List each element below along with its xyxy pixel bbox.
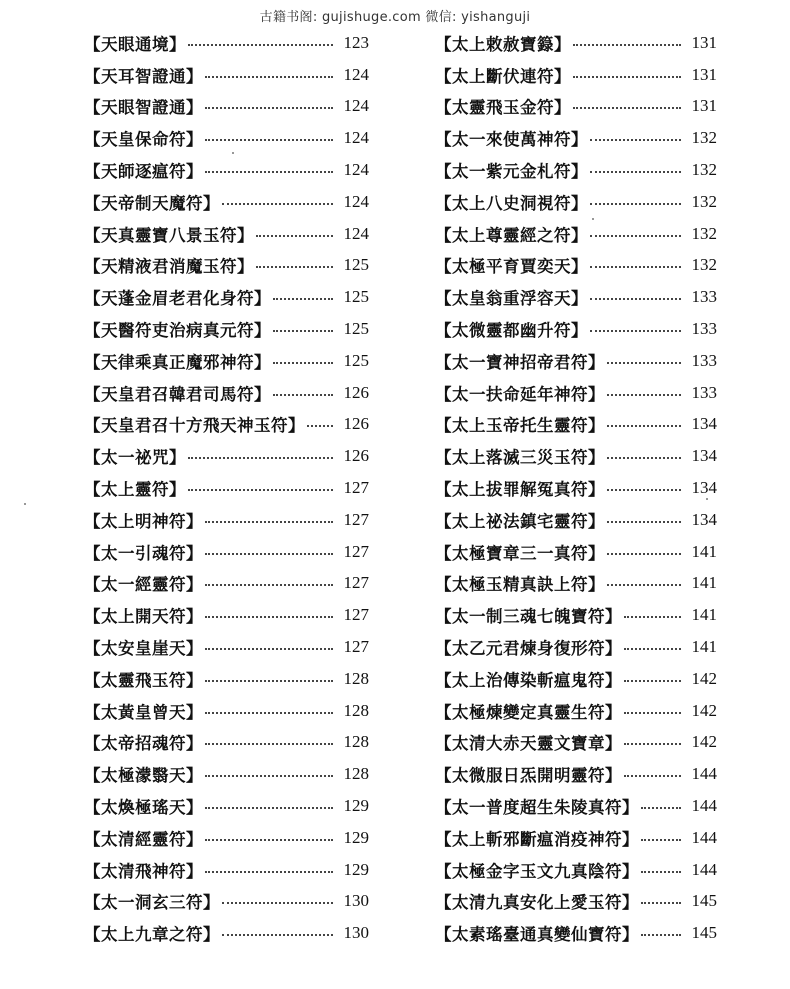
toc-entry-title: 【天精液君消魔玉符】 — [84, 257, 254, 277]
toc-entry — [435, 313, 717, 345]
toc-entry — [435, 504, 717, 536]
dot-leader — [273, 298, 333, 300]
toc-entry-title: 【太上開天符】 — [84, 607, 203, 627]
toc-entry-page-number: 130 — [343, 923, 369, 943]
toc-entry-page-number: 142 — [691, 700, 717, 720]
toc-entry-page-number: 130 — [343, 891, 369, 911]
dot-leader — [205, 76, 333, 78]
toc-entry — [84, 281, 369, 313]
dot-leader — [641, 902, 681, 904]
toc-entry-title: 【太素瑤臺通真變仙寶符】 — [435, 925, 639, 945]
toc-entry-page-number: 124 — [343, 96, 369, 116]
dot-leader — [624, 775, 681, 777]
toc-entry — [84, 186, 369, 218]
toc-entry-page-number: 132 — [691, 255, 717, 275]
toc-entry-page-number: 128 — [343, 700, 369, 720]
toc-entry-title: 【太極平育賈奕天】 — [435, 257, 588, 277]
toc-entry — [84, 504, 369, 536]
toc-entry-title: 【天皇君召十方飛天神玉符】 — [84, 416, 305, 436]
toc-entry-title: 【太一洞玄三符】 — [84, 893, 220, 913]
dot-leader — [205, 743, 333, 745]
toc-entry-title: 【太靈飛玉符】 — [84, 670, 203, 690]
dot-leader — [188, 489, 333, 491]
toc-column-right — [435, 27, 717, 949]
dot-leader — [205, 139, 333, 141]
dot-leader — [256, 235, 333, 237]
toc-entry-page-number: 128 — [343, 732, 369, 752]
toc-entry — [435, 91, 717, 123]
toc-entry-title: 【太一來使萬神符】 — [435, 130, 588, 150]
dot-leader — [641, 934, 681, 936]
toc-entry-page-number: 126 — [343, 382, 369, 402]
toc-entry — [84, 568, 369, 600]
dot-leader — [624, 616, 681, 618]
toc-entry-page-number: 133 — [691, 350, 717, 370]
toc-entry — [84, 663, 369, 695]
toc-entry-page-number: 141 — [691, 573, 717, 593]
toc-entry-page-number: 142 — [691, 732, 717, 752]
dot-leader — [205, 553, 333, 555]
dot-leader — [607, 394, 681, 396]
toc-entry — [435, 218, 717, 250]
scan-speck — [24, 503, 26, 505]
toc-entry — [435, 186, 717, 218]
toc-entry — [435, 631, 717, 663]
toc-entry — [435, 886, 717, 918]
toc-entry — [435, 727, 717, 759]
toc-entry — [84, 91, 369, 123]
toc-entry-page-number: 133 — [691, 382, 717, 402]
dot-leader — [590, 298, 681, 300]
toc-entry — [435, 790, 717, 822]
toc-entry-title: 【太靈飛玉金符】 — [435, 98, 571, 118]
toc-entry-page-number: 134 — [691, 509, 717, 529]
watermark-text: 古籍书阁: gujishuge.com 微信: yishanguji — [259, 10, 531, 25]
toc-entry-title: 【天皇保命符】 — [84, 130, 203, 150]
toc-entry-page-number: 132 — [691, 160, 717, 180]
toc-entry-title: 【太上明神符】 — [84, 511, 203, 531]
toc-entry — [84, 790, 369, 822]
toc-entry-page-number: 125 — [343, 319, 369, 339]
dot-leader — [222, 203, 333, 205]
scan-speck — [706, 498, 708, 500]
dot-leader — [205, 807, 333, 809]
toc-entry-title: 【天真靈寶八景玉符】 — [84, 225, 254, 245]
toc-entry-title: 【太乙元君煉身復形符】 — [435, 639, 622, 659]
dot-leader — [205, 871, 333, 873]
toc-entry — [84, 313, 369, 345]
toc-entry — [435, 281, 717, 313]
toc-entry-title: 【太極玉精真訣上符】 — [435, 575, 605, 595]
toc-entry-title: 【太黃皇曾天】 — [84, 702, 203, 722]
toc-entry — [435, 59, 717, 91]
toc-entry — [84, 472, 369, 504]
toc-entry — [84, 822, 369, 854]
toc-entry-title: 【太上玉帝托生靈符】 — [435, 416, 605, 436]
toc-entry — [84, 27, 369, 59]
toc-entry-page-number: 134 — [691, 446, 717, 466]
toc-entry — [435, 917, 717, 949]
toc-entry-page-number: 132 — [691, 191, 717, 211]
toc-entry-title: 【太安皇崖天】 — [84, 639, 203, 659]
toc-entry — [435, 758, 717, 790]
toc-entry-title: 【太皇翁重浮容天】 — [435, 289, 588, 309]
toc-entry-title: 【天師逐瘟符】 — [84, 162, 203, 182]
dot-leader — [573, 76, 681, 78]
dot-leader — [205, 584, 333, 586]
dot-leader — [573, 44, 681, 46]
toc-entry-title: 【天眼智證通】 — [84, 98, 203, 118]
toc-entry — [435, 345, 717, 377]
toc-entry-page-number: 145 — [691, 923, 717, 943]
toc-entry-page-number: 142 — [691, 668, 717, 688]
toc-entry — [435, 472, 717, 504]
toc-entry-title: 【太極煉變定真靈生符】 — [435, 702, 622, 722]
toc-entry — [435, 695, 717, 727]
dot-leader — [273, 362, 333, 364]
toc-entry-page-number: 127 — [343, 509, 369, 529]
dot-leader — [624, 743, 681, 745]
toc-entry-title: 【太一引魂符】 — [84, 543, 203, 563]
toc-entry-page-number: 131 — [691, 96, 717, 116]
dot-leader — [205, 712, 333, 714]
toc-entry-title: 【太帝招魂符】 — [84, 734, 203, 754]
toc-entry — [84, 599, 369, 631]
toc-entry-page-number: 125 — [343, 287, 369, 307]
toc-entry-page-number: 144 — [691, 859, 717, 879]
toc-entry-title: 【太一扶命延年神符】 — [435, 384, 605, 404]
toc-entry-page-number: 124 — [343, 64, 369, 84]
dot-leader — [607, 489, 681, 491]
toc-entry — [84, 727, 369, 759]
dot-leader — [205, 680, 333, 682]
dot-leader — [573, 107, 681, 109]
toc-entry — [435, 27, 717, 59]
dot-leader — [222, 902, 333, 904]
toc-entry-page-number: 141 — [691, 541, 717, 561]
toc-entry-page-number: 127 — [343, 605, 369, 625]
toc-entry-page-number: 141 — [691, 605, 717, 625]
toc-entry — [435, 154, 717, 186]
toc-entry — [84, 218, 369, 250]
dot-leader — [607, 553, 681, 555]
toc-entry-title: 【太一制三魂七魄寶符】 — [435, 607, 622, 627]
toc-entry-page-number: 133 — [691, 287, 717, 307]
dot-leader — [607, 362, 681, 364]
toc-entry-page-number: 129 — [343, 827, 369, 847]
dot-leader — [607, 584, 681, 586]
dot-leader — [222, 934, 333, 936]
toc-entry-page-number: 126 — [343, 414, 369, 434]
toc-entry-title: 【太極寶章三一真符】 — [435, 543, 605, 563]
dot-leader — [590, 266, 681, 268]
toc-entry — [435, 122, 717, 154]
toc-entry-title: 【太上斷伏連符】 — [435, 66, 571, 86]
toc-entry-title: 【太上尊靈經之符】 — [435, 225, 588, 245]
toc-entry-title: 【太極濛翳天】 — [84, 766, 203, 786]
toc-entry — [84, 122, 369, 154]
toc-column-left — [84, 27, 369, 949]
dot-leader — [641, 807, 681, 809]
dot-leader — [307, 425, 333, 427]
toc-entry — [435, 536, 717, 568]
toc-entry-title: 【太煥極瑤天】 — [84, 798, 203, 818]
toc-entry-title: 【太上敕赦寶籙】 — [435, 34, 571, 54]
toc-entry-title: 【太微服日炁開明靈符】 — [435, 766, 622, 786]
toc-entry-title: 【天眼通境】 — [84, 34, 186, 54]
dot-leader — [641, 839, 681, 841]
toc-entry — [84, 345, 369, 377]
toc-entry-page-number: 123 — [343, 32, 369, 52]
dot-leader — [590, 203, 681, 205]
toc-entry — [84, 59, 369, 91]
toc-entry-title: 【天帝制天魔符】 — [84, 193, 220, 213]
toc-entry-page-number: 145 — [691, 891, 717, 911]
toc-entry-page-number: 126 — [343, 446, 369, 466]
scan-speck — [232, 152, 234, 154]
dot-leader — [641, 871, 681, 873]
toc-entry-page-number: 125 — [343, 255, 369, 275]
dot-leader — [624, 648, 681, 650]
toc-entry-page-number: 127 — [343, 573, 369, 593]
toc-entry-page-number: 127 — [343, 478, 369, 498]
toc-entry-title: 【太一祕咒】 — [84, 448, 186, 468]
toc-entry — [84, 695, 369, 727]
dot-leader — [607, 425, 681, 427]
toc-entry-page-number: 134 — [691, 414, 717, 434]
toc-entry — [84, 377, 369, 409]
dot-leader — [590, 171, 681, 173]
dot-leader — [205, 775, 333, 777]
dot-leader — [590, 139, 681, 141]
toc-entry-title: 【太清九真安化上愛玉符】 — [435, 893, 639, 913]
dot-leader — [256, 266, 333, 268]
toc-entry — [435, 599, 717, 631]
toc-entry-page-number: 131 — [691, 64, 717, 84]
dot-leader — [188, 44, 333, 46]
toc-entry — [435, 250, 717, 282]
toc-entry-title: 【天醫符吏治病真元符】 — [84, 321, 271, 341]
toc-entry-page-number: 124 — [343, 223, 369, 243]
dot-leader — [205, 616, 333, 618]
toc-entry-title: 【太上靈符】 — [84, 480, 186, 500]
dot-leader — [205, 648, 333, 650]
toc-entry-page-number: 132 — [691, 223, 717, 243]
toc-entry-title: 【太清經靈符】 — [84, 829, 203, 849]
toc-entry-title: 【太一紫元金札符】 — [435, 162, 588, 182]
dot-leader — [205, 171, 333, 173]
toc-entry-title: 【天耳智證通】 — [84, 66, 203, 86]
dot-leader — [273, 330, 333, 332]
toc-entry-page-number: 129 — [343, 796, 369, 816]
dot-leader — [205, 107, 333, 109]
toc-entry — [435, 377, 717, 409]
toc-entry-title: 【太上斬邪斷瘟消疫神符】 — [435, 829, 639, 849]
toc-entry-page-number: 132 — [691, 128, 717, 148]
toc-entry-title: 【太清飛神符】 — [84, 861, 203, 881]
dot-leader — [273, 394, 333, 396]
toc-entry-page-number: 128 — [343, 764, 369, 784]
toc-entry-page-number: 128 — [343, 668, 369, 688]
toc-entry-title: 【太上九章之符】 — [84, 925, 220, 945]
toc-entry — [84, 917, 369, 949]
toc-entry — [84, 409, 369, 441]
toc-entry-page-number: 144 — [691, 796, 717, 816]
toc-entry-page-number: 141 — [691, 637, 717, 657]
toc-entry — [84, 154, 369, 186]
toc-entry-page-number: 127 — [343, 541, 369, 561]
toc-entry-title: 【天蓬金眉老君化身符】 — [84, 289, 271, 309]
toc-entry-title: 【太一寶神招帝君符】 — [435, 352, 605, 372]
dot-leader — [590, 235, 681, 237]
toc-entry-page-number: 124 — [343, 191, 369, 211]
toc-entry — [84, 440, 369, 472]
toc-entry-title: 【太微靈都幽升符】 — [435, 321, 588, 341]
toc-entry-title: 【太上拔罪解冤真符】 — [435, 480, 605, 500]
dot-leader — [607, 521, 681, 523]
toc-entry-title: 【太清大赤天靈文寶章】 — [435, 734, 622, 754]
toc-entry-title: 【太上祕法鎮宅靈符】 — [435, 511, 605, 531]
toc-entry — [435, 663, 717, 695]
toc-entry — [84, 250, 369, 282]
toc-entry — [84, 854, 369, 886]
toc-entry — [84, 886, 369, 918]
toc-entry-page-number: 134 — [691, 478, 717, 498]
toc-entry-page-number: 144 — [691, 827, 717, 847]
toc-entry-page-number: 124 — [343, 160, 369, 180]
dot-leader — [590, 330, 681, 332]
dot-leader — [188, 457, 333, 459]
toc-entry-page-number: 144 — [691, 764, 717, 784]
scan-speck — [592, 218, 594, 220]
toc-entry-page-number: 124 — [343, 128, 369, 148]
toc-entry-title: 【太一普度超生朱陵真符】 — [435, 798, 639, 818]
toc-entry-title: 【太上治傳染斬瘟鬼符】 — [435, 670, 622, 690]
toc-entry-title: 【天皇君召韓君司馬符】 — [84, 384, 271, 404]
dot-leader — [624, 680, 681, 682]
toc-entry — [84, 536, 369, 568]
dot-leader — [624, 712, 681, 714]
toc-entry — [84, 758, 369, 790]
toc-entry — [435, 440, 717, 472]
dot-leader — [205, 839, 333, 841]
dot-leader — [607, 457, 681, 459]
toc-entry-page-number: 127 — [343, 637, 369, 657]
toc-entry — [435, 854, 717, 886]
toc-entry-title: 【太極金字玉文九真陰符】 — [435, 861, 639, 881]
toc-entry-title: 【太上落滅三災玉符】 — [435, 448, 605, 468]
dot-leader — [205, 521, 333, 523]
toc-entry — [84, 631, 369, 663]
toc-entry-page-number: 131 — [691, 32, 717, 52]
toc-entry-page-number: 129 — [343, 859, 369, 879]
toc-entry — [435, 568, 717, 600]
toc-entry-title: 【太一經靈符】 — [84, 575, 203, 595]
toc-entry-page-number: 125 — [343, 350, 369, 370]
toc-entry — [435, 822, 717, 854]
toc-entry-page-number: 133 — [691, 319, 717, 339]
toc-entry-title: 【天律乘真正魔邪神符】 — [84, 352, 271, 372]
toc-entry — [435, 409, 717, 441]
toc-entry-title: 【太上八史洞視符】 — [435, 193, 588, 213]
